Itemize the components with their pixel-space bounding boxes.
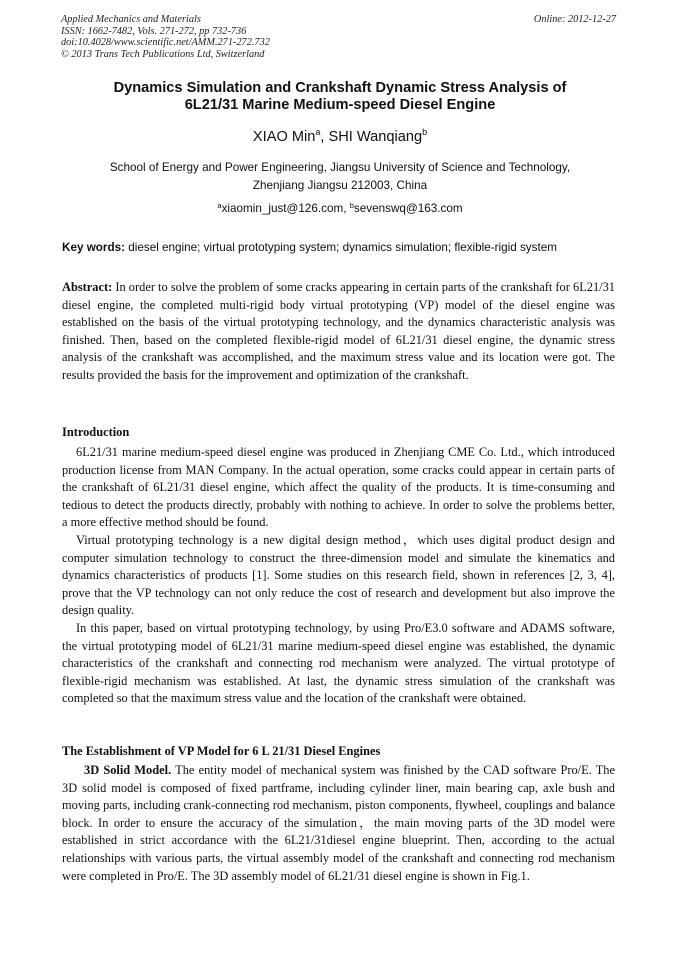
keywords-label: Key words:	[62, 241, 125, 254]
author-emails	[62, 201, 618, 216]
title-line-2: 6L21/31 Marine Medium-speed Diesel Engine	[184, 97, 496, 113]
email-mark: a	[217, 201, 222, 210]
keywords-text: diesel engine; virtual prototyping system; dynamics simulation; flexible-rigid system	[125, 241, 557, 254]
paper-title	[62, 80, 618, 114]
email-link[interactable]: xiaomin_just@126.com	[221, 202, 344, 215]
affiliation-line-2: Zhenjiang Jiangsu 212003, China	[252, 178, 428, 192]
issn-line: ISSN: 1662-7482, Vols. 271-272, pp 732-736	[61, 25, 247, 37]
vp-model-body	[62, 762, 615, 885]
author-name: XIAO Min	[252, 129, 316, 145]
abstract-text: In order to solve the problem of some cracks appearing in certain parts of the crankshaft for 6L21/31 diesel engine, the completed multi-rigid body virtual prototyping (VP) model of the diesel engine was established on the basis of the virtual prototyping technology, and the dynamics characteristic analysis was finished. Then, based on the completed flexible-rigid model of 6L21/31 diesel engine, the dynamic stress analysis of the crankshaft was accomplished, and the maximum stress value and its location were got. The results provided the basis for the improvement and optimization of the crankshaft.	[62, 280, 615, 382]
email-link[interactable]: sevenswq@163.com	[353, 202, 463, 215]
doi-line[interactable]: doi:10.4028/www.scientific.net/AMM.271-272.732	[61, 37, 270, 49]
journal-name: Applied Mechanics and Materials	[61, 14, 201, 25]
author-name: SHI Wanqiang	[328, 129, 423, 145]
subsection-heading: 3D Solid Model.	[84, 763, 172, 777]
section-heading-introduction: Introduction	[62, 425, 130, 439]
journal-header	[61, 14, 270, 60]
email-separator: ,	[343, 202, 350, 215]
copyright-line: © 2013 Trans Tech Publications Ltd, Switzerland	[61, 48, 265, 60]
section-heading-vp-model: The Establishment of VP Model for 6 L 21/31 Diesel Engines	[62, 744, 381, 758]
abstract-label: Abstract:	[62, 280, 113, 294]
author-affil-mark: b	[422, 127, 428, 137]
paragraph: The entity model of mechanical system was finished by the CAD software Pro/E. The 3D solid model is composed of fixed partframe, including cylinder liner, main bearing cap, axle bush and moving parts, including crank-connecting rod mechanism, piston components, flywheel, couplings and balance block. In order to ensure the accuracy of the simulation，the main moving parts of the 3D model were established in strict accordance with the 6L21/31diesel engine blueprint. Then, according to the actual relationships with various parts, the virtual assembly model of the crankshaft and connecting rod mechanism were completed in Pro/E. The 3D assembly model of 6L21/31 diesel engine is shown in Fig.1.	[62, 763, 615, 883]
email-mark: b	[349, 201, 354, 210]
keywords	[62, 240, 622, 255]
author-separator: ,	[320, 129, 329, 145]
introduction-body	[62, 444, 615, 708]
author-affil-mark: a	[315, 127, 321, 137]
affiliation	[62, 159, 618, 194]
author-list	[62, 128, 618, 146]
abstract	[62, 279, 615, 385]
online-date: Online: 2012-12-27	[533, 14, 616, 25]
title-line-1: Dynamics Simulation and Crankshaft Dynamic Stress Analysis of	[113, 80, 567, 96]
paragraph: 6L21/31 marine medium-speed diesel engine was produced in Zhenjiang CME Co. Ltd., which introduced production license from MAN Company. In the actual operation, some cracks could appear in certain parts of the crankshaft of 6L21/31 diesel engine, which affect the quality of the products. It is time-consuming and tedious to detect the products directly, probably with nothing to achieve. In order to solve the problems better, a more effective method should be found.	[62, 445, 615, 530]
paragraph: Virtual prototyping technology is a new digital design method，which uses digital product design and computer simulation technology to construct the three-dimension model and simulate the kinematics and dynamics characteristics of products [1]. Some studies on this research field, shown in references [2, 3, 4], prove that the VP technology can not only reduce the cost of research and development but also improve the design quality.	[62, 532, 615, 618]
paragraph: In this paper, based on virtual prototyping technology, by using Pro/E3.0 software and ADAMS software, the virtual prototyping model of 6L21/31 marine medium-speed diesel engine was established, the dynamic characteristics of the crankshaft and connecting rod mechanism were analyzed. The virtual prototype of flexible-rigid mechanism was established. At last, the dynamic stress simulation of the crankshaft was completed so that the maximum stress value and the location of the crankshaft were obtained.	[62, 620, 615, 706]
affiliation-line-1: School of Energy and Power Engineering, Jiangsu University of Science and Technology,	[109, 161, 571, 174]
